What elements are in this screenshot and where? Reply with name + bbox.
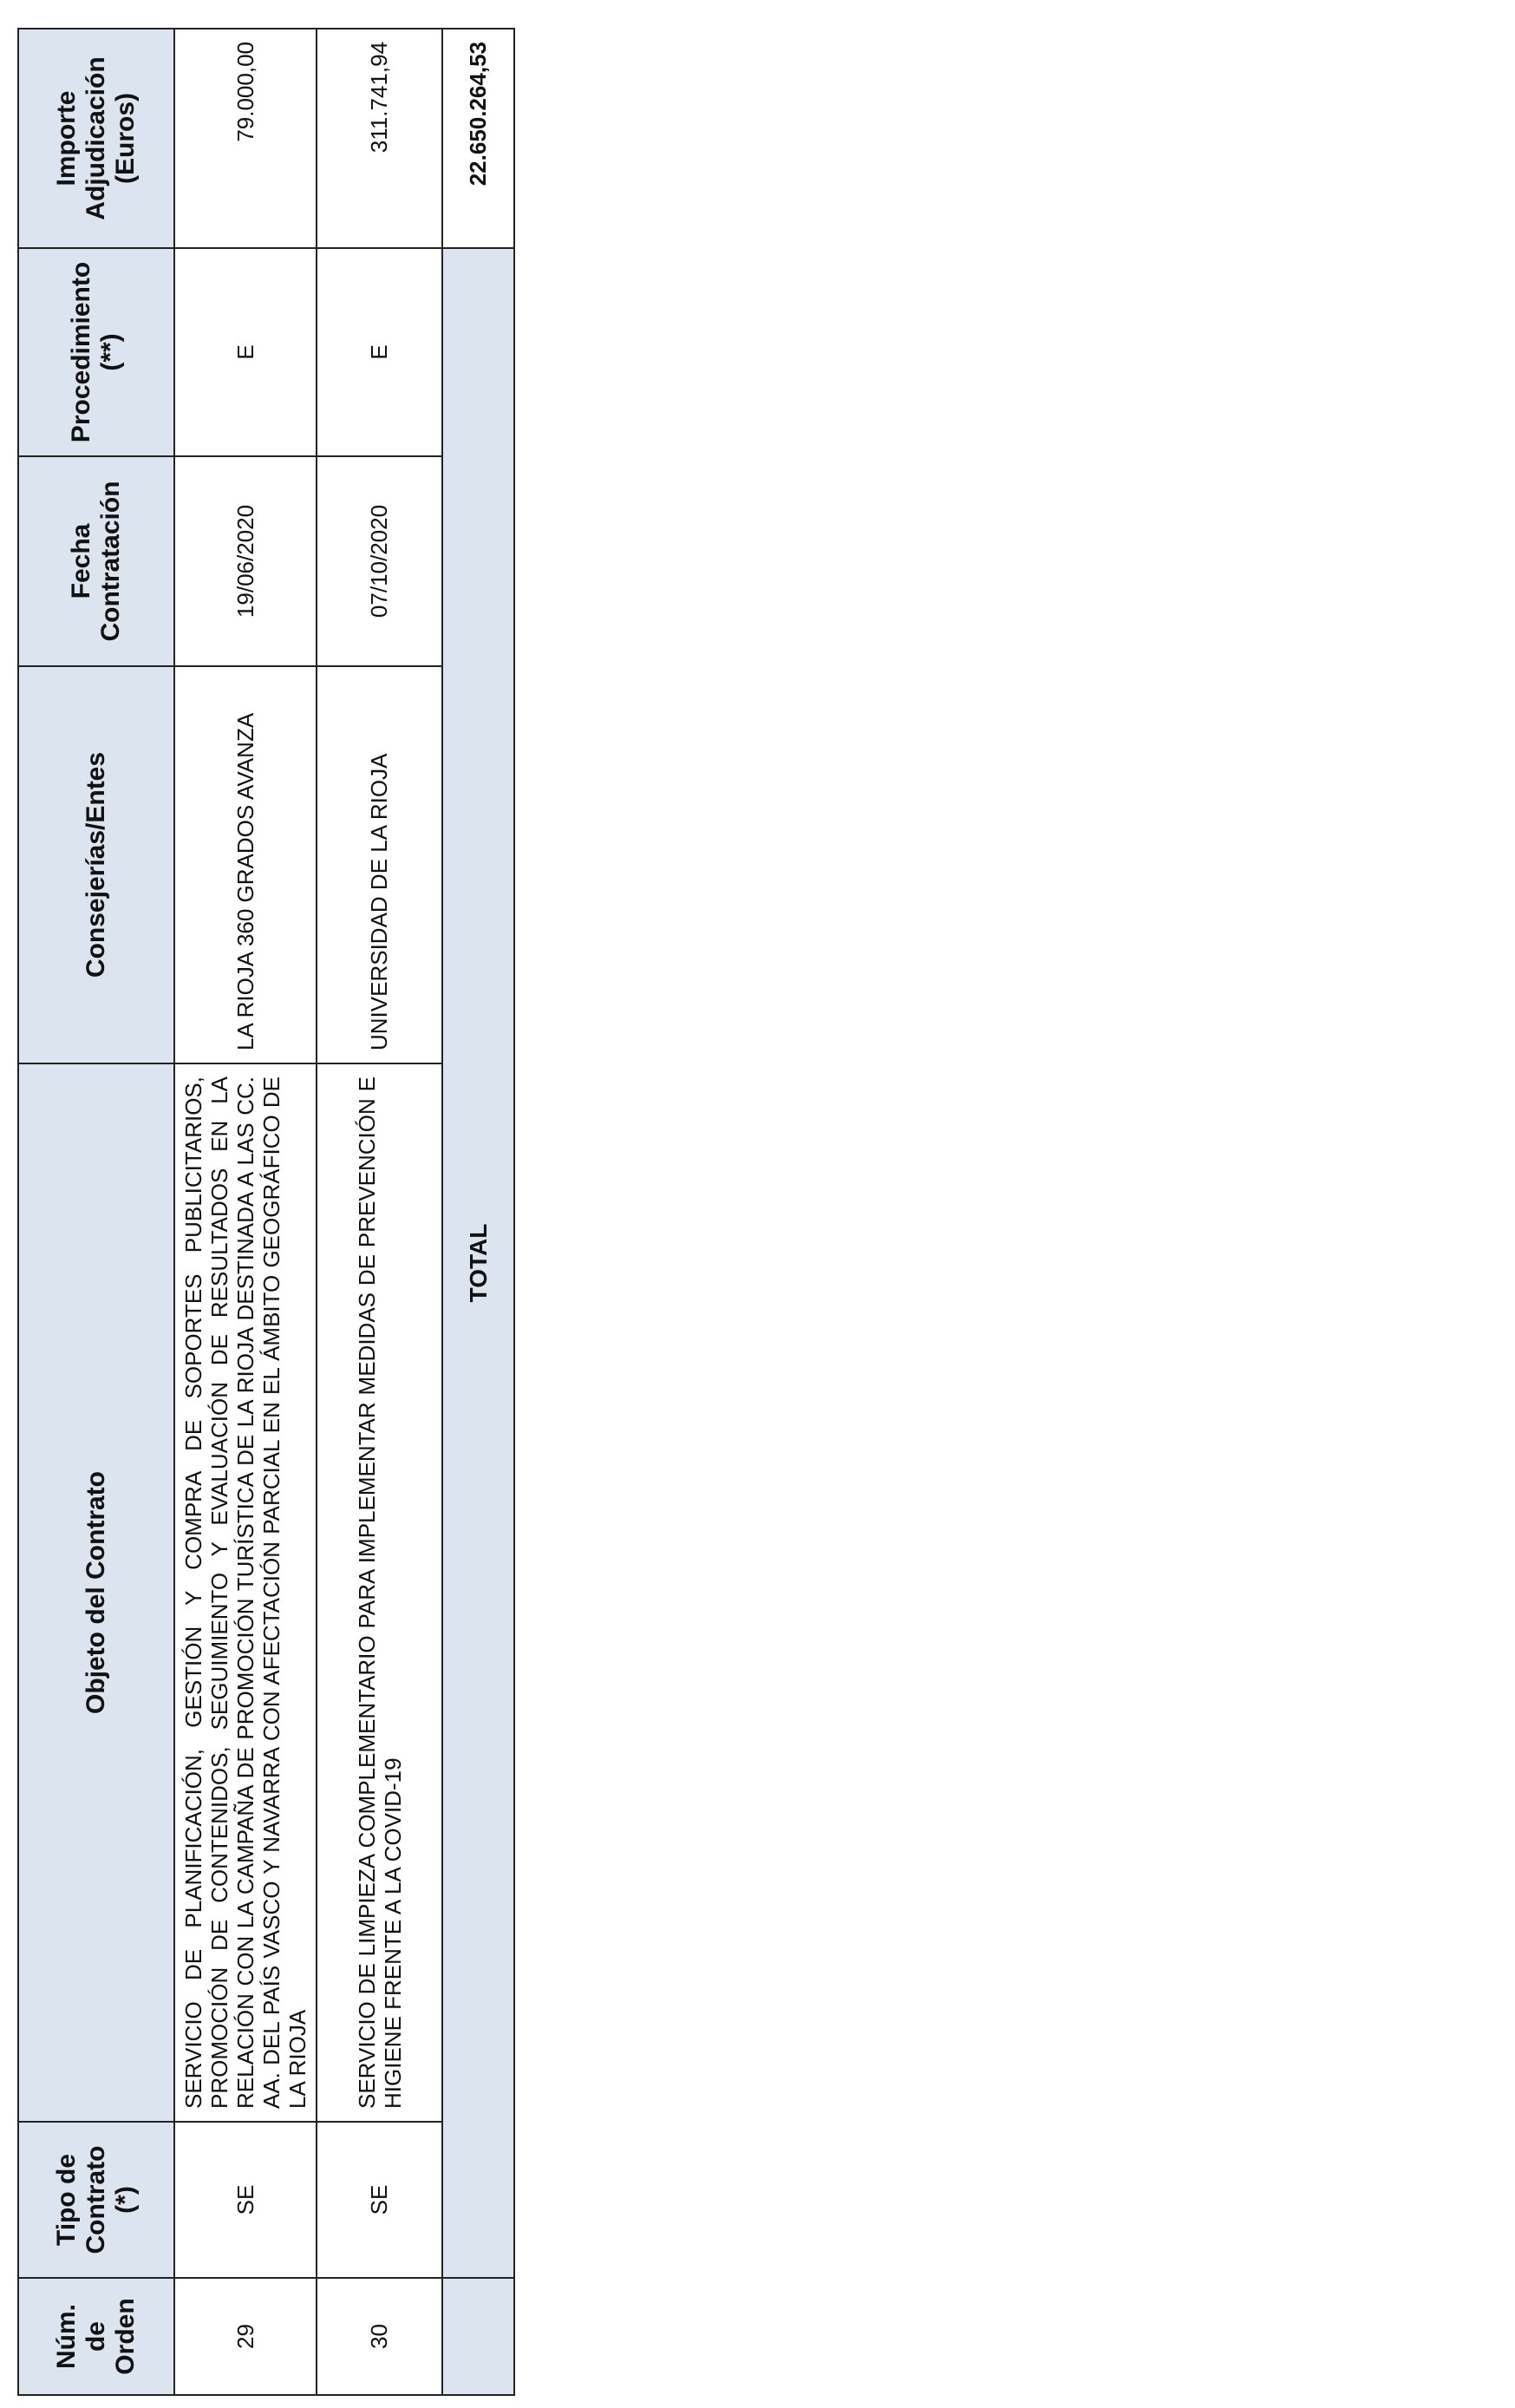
cell-tipo: SE [317,2122,442,2278]
total-label: TOTAL [442,248,514,2278]
total-row [442,29,514,2395]
header-importe: Importe Adjudicación (Euros) [18,29,174,248]
header-consejerias: Consejerías/Entes [18,666,174,1063]
cell-fecha: 07/10/2020 [317,456,442,666]
header-objeto: Objeto del Contrato [18,1063,174,2122]
cell-consejeria: UNIVERSIDAD DE LA RIOJA [317,666,442,1063]
cell-tipo: SE [174,2122,317,2278]
cell-fecha: 19/06/2020 [174,456,317,666]
total-blank-cell [442,2278,514,2395]
header-fecha: Fecha Contratación [18,456,174,666]
rotated-table-container [17,29,501,2396]
header-num-orden: Núm. de Orden [18,2278,174,2395]
table-row [174,29,317,2395]
cell-procedimiento: E [317,248,442,456]
cell-importe: 79.000,00 [174,29,317,248]
cell-objeto: SERVICIO DE PLANIFICACIÓN, GESTIÓN Y COMPRA DE SOPORTES PUBLICITARIOS, PROMOCIÓN DE CONTENIDOS, SEGUIMIENTO Y EVALUACIÓN DE RESULTADOS EN LA RELACIÓN CON LA CAMPAÑA DE PROMOCIÓN TURÍSTICA DE LA RIOJA DESTINADA A LAS CC. AA. DEL PAÍS VASCO Y NAVARRA CON AFECTACIÓN PARCIAL EN EL ÁMBITO GEOGRÁFICO DE LA RIOJA [174,1063,317,2122]
cell-importe: 311.741,94 [317,29,442,248]
header-procedimiento: Procedimiento (**) [18,248,174,456]
contracts-table [17,28,515,2396]
header-tipo-contrato: Tipo de Contrato (*) [18,2122,174,2278]
cell-procedimiento: E [174,248,317,456]
total-amount: 22.650.264,53 [442,29,514,248]
cell-num: 29 [174,2278,317,2395]
cell-objeto: SERVICIO DE LIMPIEZA COMPLEMENTARIO PARA IMPLEMENTAR MEDIDAS DE PREVENCIÓN E HIGIENE FRENTE A LA COVID-19 [317,1063,442,2122]
table-row [317,29,442,2395]
cell-num: 30 [317,2278,442,2395]
table-header-row [18,29,174,2395]
cell-consejeria: LA RIOJA 360 GRADOS AVANZA [174,666,317,1063]
